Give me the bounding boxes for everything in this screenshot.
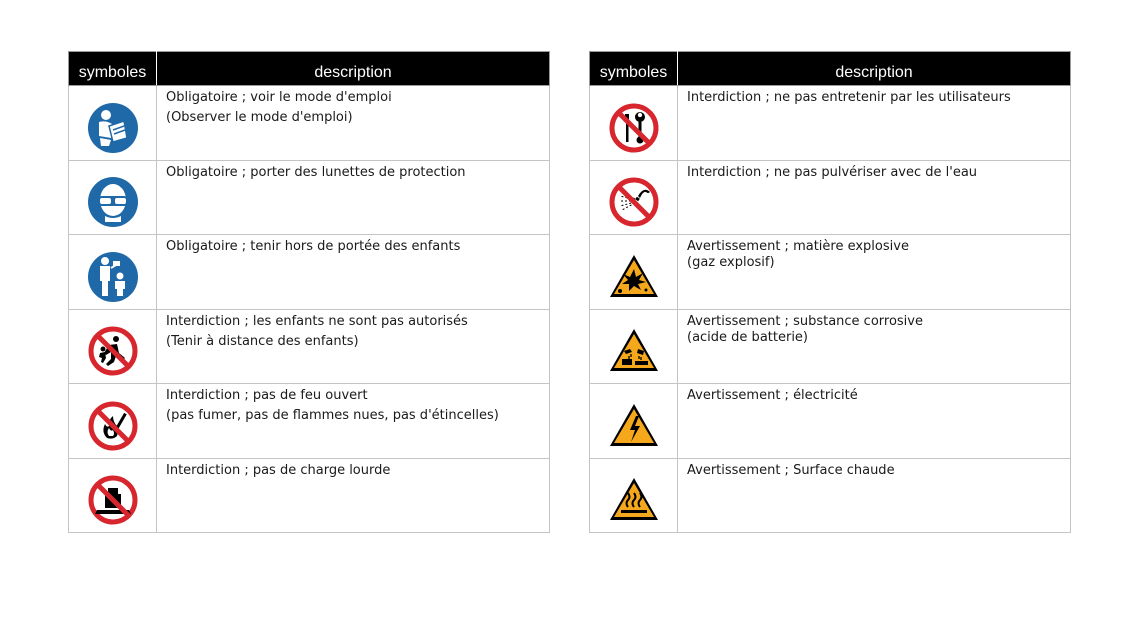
table-row — [590, 86, 1071, 161]
symbol-cell — [590, 458, 678, 533]
table-row — [590, 235, 1071, 310]
table-row — [590, 160, 1071, 235]
symbol-cell — [69, 160, 157, 235]
description-line-1: Avertissement ; électricité — [687, 388, 858, 403]
table-row — [590, 309, 1071, 384]
description-line-1: Interdiction ; ne pas pulvériser avec de l'eau — [687, 164, 978, 180]
description-line-2: (gaz explosif) — [687, 255, 775, 271]
electricity-warning-icon — [608, 400, 660, 452]
left-symbols-table — [68, 51, 550, 533]
table-row — [69, 309, 550, 384]
description-cell — [157, 235, 550, 310]
explosive-warning-icon — [608, 251, 660, 303]
description-cell — [678, 309, 1071, 384]
description-line-1: Obligatoire ; voir le mode d'emploi — [166, 90, 392, 105]
description-line-1: Interdiction ; ne pas entretenir par les utilisateurs — [687, 90, 1011, 105]
description-line-2: (Tenir à distance des enfants) — [166, 333, 359, 349]
no-water-spray-icon — [608, 176, 660, 228]
safety-goggles-icon — [87, 176, 139, 228]
symbol-cell — [69, 235, 157, 310]
description-cell — [157, 309, 550, 384]
symbol-cell — [590, 309, 678, 384]
no-children-icon — [87, 325, 139, 377]
description-line-1: Obligatoire ; tenir hors de portée des enfants — [166, 239, 461, 254]
no-heavy-load-icon — [87, 474, 139, 526]
symbol-cell — [69, 309, 157, 384]
symbol-cell — [590, 160, 678, 235]
description-column-header: description — [678, 52, 1071, 86]
symbol-cell — [590, 384, 678, 459]
table-row — [69, 235, 550, 310]
table-row — [590, 458, 1071, 533]
symbol-cell — [69, 458, 157, 533]
symbol-cell — [69, 384, 157, 459]
description-cell — [157, 160, 550, 235]
symbol-cell — [590, 235, 678, 310]
description-cell — [678, 458, 1071, 533]
description-line-1: Avertissement ; matière explosive — [687, 239, 909, 254]
table-row — [69, 160, 550, 235]
description-line-1: Interdiction ; les enfants ne sont pas autorisés — [166, 313, 468, 329]
description-cell — [157, 384, 550, 459]
right-symbols-table — [589, 51, 1071, 533]
symbol-cell — [590, 86, 678, 161]
symbols-column-header: symboles — [69, 52, 157, 86]
keep-away-children-icon — [87, 251, 139, 303]
description-cell — [678, 384, 1071, 459]
description-line-1: Interdiction ; pas de feu ouvert — [166, 388, 368, 403]
description-line-1: Interdiction ; pas de charge lourde — [166, 462, 391, 478]
description-line-2: (acide de batterie) — [687, 329, 808, 345]
corrosive-warning-icon — [608, 325, 660, 377]
description-line-1: Avertissement ; substance corrosive — [687, 313, 923, 329]
table-row — [69, 86, 550, 161]
description-cell — [157, 458, 550, 533]
description-line-2: (Observer le mode d'emploi) — [166, 110, 353, 126]
no-user-maintenance-icon — [608, 102, 660, 154]
read-manual-icon — [87, 102, 139, 154]
description-column-header: description — [157, 52, 550, 86]
table-row — [590, 384, 1071, 459]
description-line-1: Obligatoire ; porter des lunettes de protection — [166, 164, 466, 180]
hot-surface-warning-icon — [608, 474, 660, 526]
description-cell — [678, 86, 1071, 161]
description-line-1: Avertissement ; Surface chaude — [687, 462, 895, 478]
left-table-header — [69, 52, 550, 86]
table-row — [69, 384, 550, 459]
no-open-flame-icon — [87, 400, 139, 452]
description-line-2: (pas fumer, pas de flammes nues, pas d'étincelles) — [166, 408, 499, 424]
right-table-header — [590, 52, 1071, 86]
symbols-column-header: symboles — [590, 52, 678, 86]
symbol-cell — [69, 86, 157, 161]
description-cell — [678, 160, 1071, 235]
description-cell — [157, 86, 550, 161]
table-row — [69, 458, 550, 533]
description-cell — [678, 235, 1071, 310]
